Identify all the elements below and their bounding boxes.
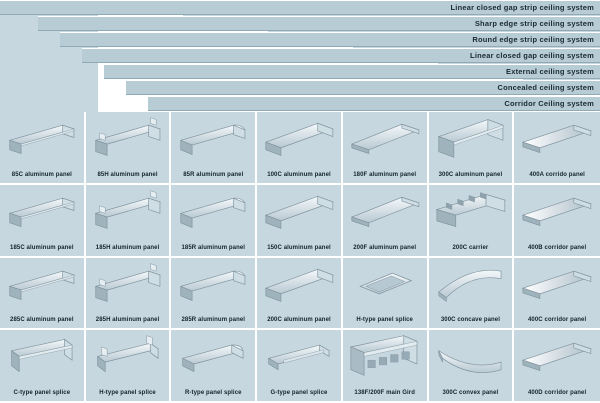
panel-profile-icon [343,258,427,313]
panel-caption: 400C corridor panel [528,317,587,324]
panel-cell[interactable] [0,258,86,331]
panel-cell[interactable] [86,185,172,258]
panel-cell[interactable] [257,185,343,258]
panel-caption: 138F/200F main Gird [354,390,415,396]
panel-cell[interactable] [257,258,343,331]
banner-label-1: Linear closed gap strip ceiling system [450,3,594,12]
panel-caption: 400A corrido panel [529,171,585,178]
panel-profile-icon [257,112,341,167]
panel-caption: 400B corridor panel [528,244,587,251]
panel-caption: 85C aluminum panel [11,171,72,178]
panel-caption: 300C concave panel [440,317,500,324]
panel-profile-icon [86,185,170,240]
panel-profile-icon [171,330,255,385]
panel-cell[interactable] [514,185,600,258]
panel-cell[interactable] [86,258,172,331]
backdrop-steps-shape [0,0,600,120]
panel-profile-icon [514,185,600,240]
panel-cell[interactable] [343,112,429,185]
panel-cell[interactable] [514,330,600,403]
panel-caption: 185R aluminum panel [181,244,246,251]
panel-caption: 85R aluminum panel [183,171,244,178]
panel-profile-icon [171,258,255,313]
panel-caption: 185H aluminum panel [95,244,160,251]
panel-cell[interactable] [257,112,343,185]
panel-caption: H-type panel splice [99,390,156,396]
panel-profile-icon [343,112,427,167]
panel-cell[interactable] [86,112,172,185]
panel-profile-icon [343,185,427,240]
panel-profile-icon [429,112,513,167]
panel-cell[interactable] [343,185,429,258]
panel-cell[interactable] [0,330,86,403]
panel-profile-icon [257,330,341,385]
panel-caption: 400D corridor panel [528,390,587,396]
panel-profile-icon [86,112,170,167]
panel-cell[interactable] [171,185,257,258]
panel-caption: 180F aluminum panel [353,171,417,178]
panel-cell[interactable] [0,185,86,258]
panel-cell[interactable] [171,258,257,331]
panel-caption: 200C aluminum panel [267,317,331,324]
panel-cell[interactable] [429,185,515,258]
panel-caption: 150C aluminum panel [267,244,331,251]
panel-profile-icon [429,330,513,385]
banner-label-5: External ceiling system [506,67,594,76]
panel-caption: H-type panel splice [356,317,413,324]
panel-caption: G-type panel splice [270,390,328,396]
panel-profile-icon [257,258,341,313]
banner-label-2: Sharp edge strip ceiling system [474,19,594,28]
panel-profile-icon [514,112,600,167]
panel-caption: C-type panel splice [13,390,71,396]
panel-profile-icon [429,258,513,313]
panel-caption: 200F aluminum panel [353,244,417,251]
panel-profile-icon [0,112,84,167]
panel-cell[interactable] [429,258,515,331]
panel-cell[interactable] [86,330,172,403]
panel-profile-icon [514,330,600,385]
panel-cell[interactable] [0,112,86,185]
panel-caption: 100C aluminum panel [267,171,331,178]
panel-caption: R-type panel splice [184,390,242,396]
panel-grid [0,112,600,403]
panel-profile-icon [514,258,600,313]
panel-profile-icon [343,330,427,385]
banner-label-7: Corridor Ceiling system [504,99,594,108]
panel-cell[interactable] [171,330,257,403]
panel-profile-icon [0,258,84,313]
panel-profile-icon [171,112,255,167]
panel-caption: 285C aluminum panel [10,317,74,324]
backdrop-steps [0,0,600,120]
panel-cell[interactable] [429,112,515,185]
panel-caption: 185C aluminum panel [10,244,74,251]
panel-caption: 285H aluminum panel [95,317,160,324]
panel-profile-icon [0,330,84,385]
panel-profile-icon [0,185,84,240]
panel-cell[interactable] [514,112,600,185]
panel-cell[interactable] [343,258,429,331]
panel-profile-icon [171,185,255,240]
panel-caption: 85H aluminum panel [97,171,158,178]
panel-caption: 285R aluminum panel [181,317,246,324]
banner-label-6: Concealed ceiling system [497,83,594,92]
panel-profile-icon [86,258,170,313]
panel-cell[interactable] [343,330,429,403]
panel-caption: 200C carrier [452,244,489,251]
panel-caption: 300C convex panel [442,390,499,396]
panel-cell[interactable] [514,258,600,331]
panel-cell[interactable] [171,112,257,185]
panel-profile-icon [429,185,513,240]
panel-profile-icon [257,185,341,240]
panel-caption: 300C aluminum panel [438,171,503,178]
panel-profile-icon [86,330,170,385]
banner-label-3: Round edge strip ceiling system [472,35,594,44]
panel-cell[interactable] [257,330,343,403]
banner-label-4: Linear closed gap ceiling system [470,51,594,60]
panel-cell[interactable] [429,330,515,403]
